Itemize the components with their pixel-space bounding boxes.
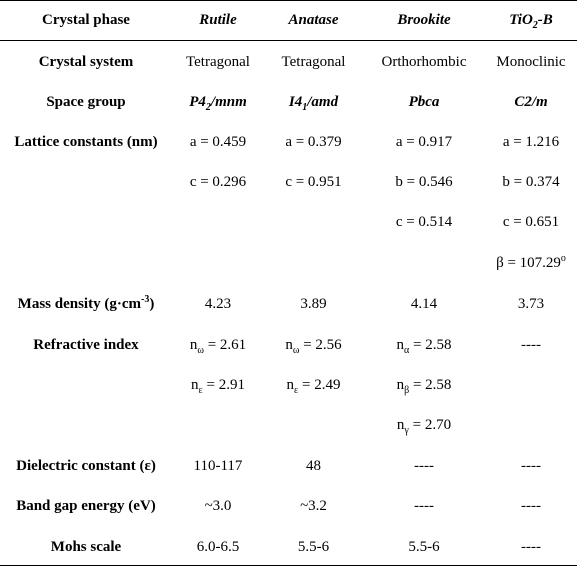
table-row-lattice-beta — [0, 252, 577, 274]
degree-superscript: o — [560, 253, 566, 264]
row-label-space-group: Space group — [46, 94, 126, 110]
lattice-rutile-c: c = 0.296 — [189, 174, 247, 190]
space-group-anatase-sub: 1 — [302, 102, 308, 113]
refractive-rutile-omega — [172, 334, 264, 356]
mass-density-brookite: 4.14 — [410, 296, 438, 312]
equals: = — [409, 377, 426, 393]
table-row-refractive-2 — [0, 374, 577, 396]
lattice-rutile-a: a = 0.459 — [189, 134, 247, 150]
mass-density-rutile: 4.23 — [204, 296, 232, 312]
n-value: 2.58 — [425, 337, 452, 353]
dielectric-brookite: ---- — [414, 458, 434, 474]
space-group-tio2b: C2/m — [514, 94, 548, 110]
n-symbol: n — [396, 337, 405, 353]
n-symbol: n — [286, 377, 295, 393]
space-group-anatase-b: /amd — [307, 94, 339, 110]
n-value: 2.49 — [314, 377, 341, 393]
row-label-dielectric: Dielectric constant (ε) — [16, 458, 156, 474]
n-subscript: ε — [198, 385, 203, 396]
band-gap-rutile: ~3.0 — [204, 498, 232, 514]
space-group-rutile — [172, 91, 264, 113]
n-value: 2.70 — [424, 417, 452, 433]
equals: = — [203, 337, 220, 353]
n-value: 2.56 — [315, 337, 342, 353]
n-subscript: γ — [404, 425, 409, 436]
n-symbol: n — [191, 377, 199, 393]
n-subscript: ε — [294, 385, 299, 396]
n-subscript: β — [404, 385, 410, 396]
refractive-rutile-epsilon — [172, 374, 264, 396]
table-row-mohs — [0, 536, 577, 558]
lattice-brookite-a: a = 0.917 — [395, 134, 453, 150]
mass-density-label-b: ) — [149, 296, 155, 312]
lattice-tio2b-a: a = 1.216 — [502, 134, 560, 150]
table-bottom-rule — [0, 565, 577, 566]
n-value: 2.61 — [219, 337, 247, 353]
crystal-system-rutile: Tetragonal — [186, 54, 250, 70]
n-value: 2.91 — [218, 377, 245, 393]
crystal-system-anatase: Tetragonal — [281, 54, 346, 70]
table-header-row — [0, 9, 577, 31]
tio2b-subscript: 2 — [532, 20, 538, 31]
n-symbol: n — [285, 337, 293, 353]
equals: = — [408, 417, 425, 433]
header-brookite: Brookite — [397, 12, 451, 28]
lattice-anatase-c: c = 0.951 — [285, 174, 342, 190]
space-group-rutile-a: P4 — [189, 94, 206, 110]
band-gap-brookite: ---- — [414, 498, 434, 514]
mass-density-anatase: 3.89 — [300, 296, 327, 312]
mohs-anatase: 5.5-6 — [297, 539, 330, 555]
band-gap-anatase: ~3.2 — [300, 498, 327, 514]
dielectric-anatase: 48 — [306, 458, 321, 474]
band-gap-tio2b: ---- — [521, 498, 541, 514]
header-anatase: Anatase — [288, 12, 339, 28]
space-group-rutile-b: /mnm — [210, 94, 247, 110]
table-row-lattice-b — [0, 171, 577, 193]
lattice-tio2b-beta-value: β = 107.29 — [496, 255, 561, 271]
mass-density-tio2b: 3.73 — [517, 296, 545, 312]
refractive-anatase-epsilon — [264, 374, 363, 396]
table-row-mass-density — [0, 293, 577, 315]
header-crystal-phase: Crystal phase — [42, 12, 130, 28]
lattice-brookite-b: b = 0.546 — [395, 174, 453, 190]
n-symbol: n — [396, 377, 405, 393]
equals: = — [202, 377, 219, 393]
lattice-anatase-a: a = 0.379 — [285, 134, 342, 150]
tio2b-tail: -B — [537, 12, 553, 28]
row-label-refractive-index: Refractive index — [33, 337, 139, 353]
table-row-band-gap — [0, 495, 577, 517]
equals: = — [409, 337, 426, 353]
table-row-crystal-system — [0, 51, 577, 73]
refractive-tio2b: ---- — [521, 337, 541, 353]
lattice-brookite-c: c = 0.514 — [395, 214, 453, 230]
table-row-lattice-c — [0, 211, 577, 233]
header-rutile: Rutile — [199, 12, 237, 28]
refractive-brookite-beta — [363, 374, 485, 396]
row-label-crystal-system: Crystal system — [38, 54, 134, 70]
equals: = — [298, 377, 315, 393]
refractive-brookite-gamma — [363, 414, 485, 436]
tio2b-main: TiO — [509, 12, 533, 28]
n-subscript: α — [404, 345, 410, 356]
row-label-band-gap: Band gap energy (eV) — [16, 498, 156, 514]
row-label-lattice-constants: Lattice constants (nm) — [14, 134, 158, 150]
table-row-refractive-3 — [0, 414, 577, 436]
dielectric-tio2b: ---- — [521, 458, 541, 474]
mohs-rutile: 6.0-6.5 — [196, 539, 240, 555]
space-group-anatase-a: I4 — [288, 94, 303, 110]
dielectric-rutile: 110-117 — [193, 458, 243, 474]
table-row-lattice-a — [0, 131, 577, 153]
table-row-refractive-1 — [0, 334, 577, 356]
n-value: 2.58 — [425, 377, 452, 393]
lattice-tio2b-beta — [485, 252, 577, 274]
crystal-system-tio2b: Monoclinic — [496, 54, 566, 70]
n-symbol: n — [396, 417, 405, 433]
n-symbol: n — [189, 337, 198, 353]
refractive-brookite-alpha — [363, 334, 485, 356]
mohs-tio2b: ---- — [521, 539, 541, 555]
crystal-system-brookite: Orthorhombic — [381, 54, 467, 70]
table-row-space-group — [0, 91, 577, 113]
mass-density-label-a: Mass density (g·cm — [17, 296, 141, 312]
mohs-brookite: 5.5-6 — [408, 539, 440, 555]
row-label-mohs: Mohs scale — [50, 539, 122, 555]
refractive-anatase-omega — [264, 334, 363, 356]
header-tio2-b — [485, 9, 577, 31]
n-subscript: ω — [197, 345, 204, 356]
lattice-tio2b-c: c = 0.651 — [502, 214, 560, 230]
space-group-rutile-sub: 2 — [205, 102, 211, 113]
lattice-tio2b-b: b = 0.374 — [502, 174, 560, 190]
table-top-rule — [0, 0, 577, 1]
space-group-anatase — [264, 91, 363, 113]
n-subscript: ω — [292, 345, 300, 356]
table-header-rule — [0, 40, 577, 41]
space-group-brookite: Pbca — [408, 94, 440, 110]
equals: = — [299, 337, 316, 353]
table-row-dielectric — [0, 455, 577, 477]
mass-density-label-sup: -3 — [140, 294, 150, 305]
row-label-mass-density — [0, 293, 172, 315]
